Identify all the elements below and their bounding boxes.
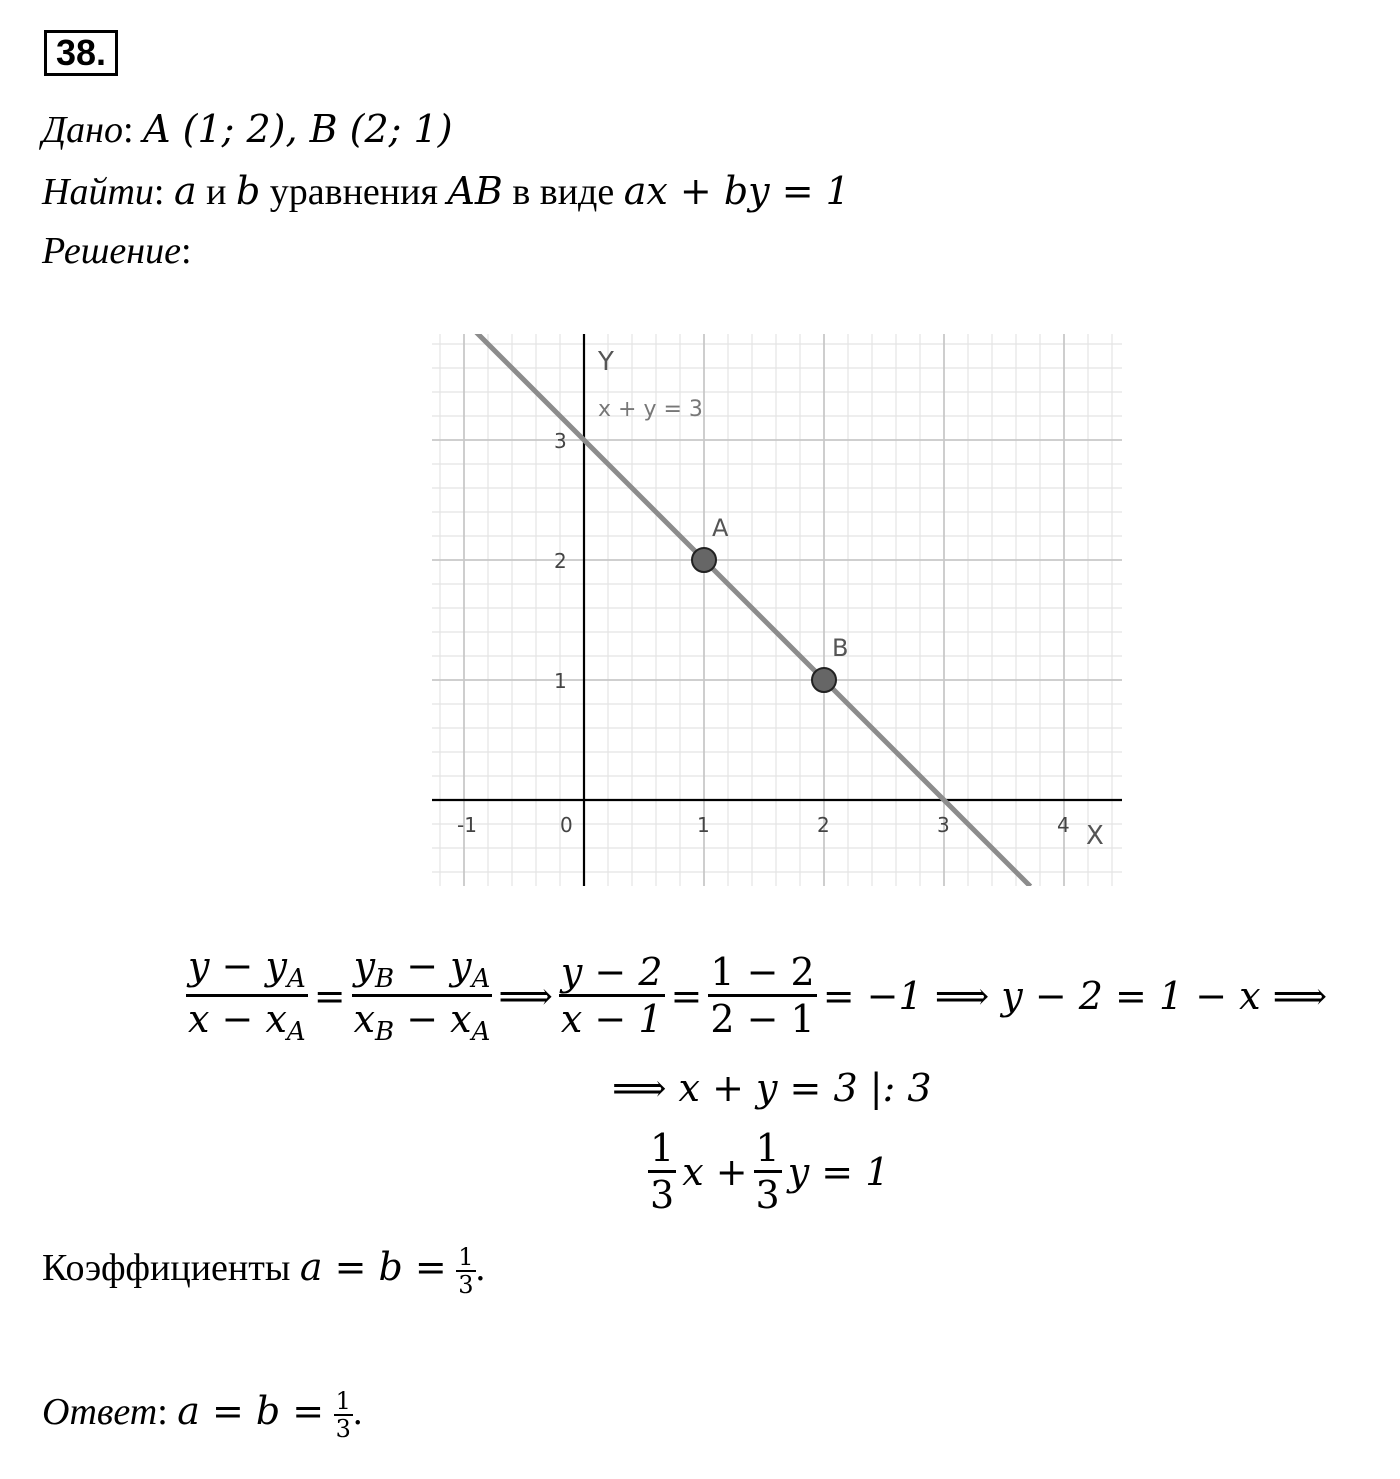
answer-line: Ответ: a = b = $\frac{1}{3}$ .: [42, 1387, 363, 1444]
derivation-tail: = −1 ⟹ y − 2 = 1 − x ⟹: [822, 973, 1328, 1018]
find-ab: AB: [447, 169, 503, 213]
coefficients-fraction-denominator: 3: [458, 1271, 474, 1300]
points-series: [692, 514, 848, 692]
line3-x-term: x +: [682, 1149, 748, 1194]
fraction-4-numerator: 1 − 2: [708, 950, 816, 997]
given-text: A (1; 2), B (2; 1): [143, 107, 453, 151]
coefficients-line: [42, 1244, 485, 1298]
find-label: Найти: [42, 171, 154, 213]
find-line: Найти: a и b уравнения AB в виде ax + by = 1: [42, 169, 850, 213]
line-label: x + y = 3: [598, 397, 703, 422]
y-axis-label: Y: [598, 347, 614, 377]
point-label-b: B: [832, 634, 849, 662]
find-a: a: [173, 169, 197, 213]
find-b: b: [235, 169, 261, 213]
fraction-third-1-denominator: 3: [650, 1173, 675, 1217]
fraction-1-denominator: x − x: [188, 997, 287, 1041]
x-axis-label: X: [1086, 821, 1104, 851]
fraction-2-numerator-b: − y: [394, 944, 472, 988]
line3-y-term: y = 1: [787, 1149, 890, 1194]
find-rest: уравнения: [260, 171, 448, 213]
x-tick-label: 4: [1057, 813, 1070, 837]
y-tick-label: 1: [554, 669, 567, 693]
answer-fraction: [334, 1388, 353, 1442]
line-series: [464, 334, 1030, 886]
fraction-2-numerator-a-sub: B: [375, 964, 395, 994]
problem-number: 38.: [44, 30, 118, 76]
line-x-plus-y-equals-3: [464, 334, 1030, 886]
x-tick-label: 0: [560, 813, 573, 837]
find-equation: ax + by = 1: [623, 169, 850, 213]
solution-line: Решение:: [42, 230, 192, 272]
answer-label: Ответ: [42, 1391, 158, 1433]
find-and: и: [196, 171, 236, 213]
x-tick-label: 1: [697, 813, 710, 837]
coefficients-end: .: [475, 1247, 486, 1289]
coefficients-expr: a = b =: [299, 1245, 447, 1289]
fraction-third-1: [648, 1126, 676, 1217]
y-tick-label: 3: [554, 429, 567, 453]
fraction-third-2: [754, 1126, 782, 1217]
answer-end: .: [352, 1391, 363, 1433]
solution-label: Решение: [42, 230, 181, 272]
x-tick-label: 3: [937, 813, 950, 837]
equals-sign-2: =: [670, 973, 703, 1018]
fraction-2-denominator-a: x: [353, 997, 376, 1041]
given-line: Дано: A (1; 2), B (2; 1): [42, 107, 453, 151]
point-label-a: A: [712, 514, 729, 542]
given-label: Дано: [42, 109, 124, 151]
coordinate-graph: [432, 334, 1122, 886]
fraction-2-denominator-b: − x: [394, 997, 472, 1041]
coefficients-fraction-numerator: 1: [458, 1243, 474, 1272]
answer-fraction-denominator: 3: [335, 1415, 351, 1444]
coefficients-fraction: [456, 1244, 475, 1298]
fraction-1-numerator-sub: A: [286, 964, 306, 994]
fraction-3-denominator: x − 1: [560, 997, 663, 1041]
fraction-third-1-numerator: 1: [648, 1126, 676, 1173]
fraction-4-denominator: 2 − 1: [710, 997, 815, 1041]
fraction-2-numerator-a: y: [353, 944, 376, 988]
answer-fraction-numerator: 1: [335, 1387, 351, 1416]
implies-sign: ⟹: [498, 973, 553, 1018]
minor-grid: [432, 334, 1122, 886]
coefficients-label: Коэффициенты: [42, 1247, 291, 1289]
equals-sign: =: [313, 973, 346, 1018]
fraction-4: [708, 950, 816, 1041]
fraction-1-denominator-sub: A: [286, 1017, 306, 1047]
x-tick-label: 2: [817, 813, 830, 837]
fraction-3-numerator: y − 2: [559, 950, 665, 997]
find-in-form: в виде: [502, 171, 624, 213]
fraction-1: [186, 944, 308, 1047]
fraction-2: [352, 944, 493, 1047]
x-tick-label: -1: [457, 813, 477, 837]
y-tick-label: 2: [554, 549, 567, 573]
fraction-2-denominator-a-sub: B: [375, 1017, 395, 1047]
derivation-line-3: [648, 1126, 895, 1217]
point-a: [692, 548, 716, 572]
fraction-third-2-denominator: 3: [755, 1173, 780, 1217]
answer-expr: a = b =: [177, 1389, 325, 1433]
derivation-line-2: ⟹ x + y = 3 |: 3: [612, 1066, 932, 1110]
derivation-line-1: [186, 944, 1333, 1047]
fraction-third-2-numerator: 1: [754, 1126, 782, 1173]
fraction-1-numerator: y − y: [188, 944, 287, 988]
fraction-2-numerator-b-sub: A: [471, 964, 491, 994]
point-b: [812, 668, 836, 692]
fraction-2-denominator-b-sub: A: [471, 1017, 491, 1047]
fraction-3: [559, 950, 665, 1041]
